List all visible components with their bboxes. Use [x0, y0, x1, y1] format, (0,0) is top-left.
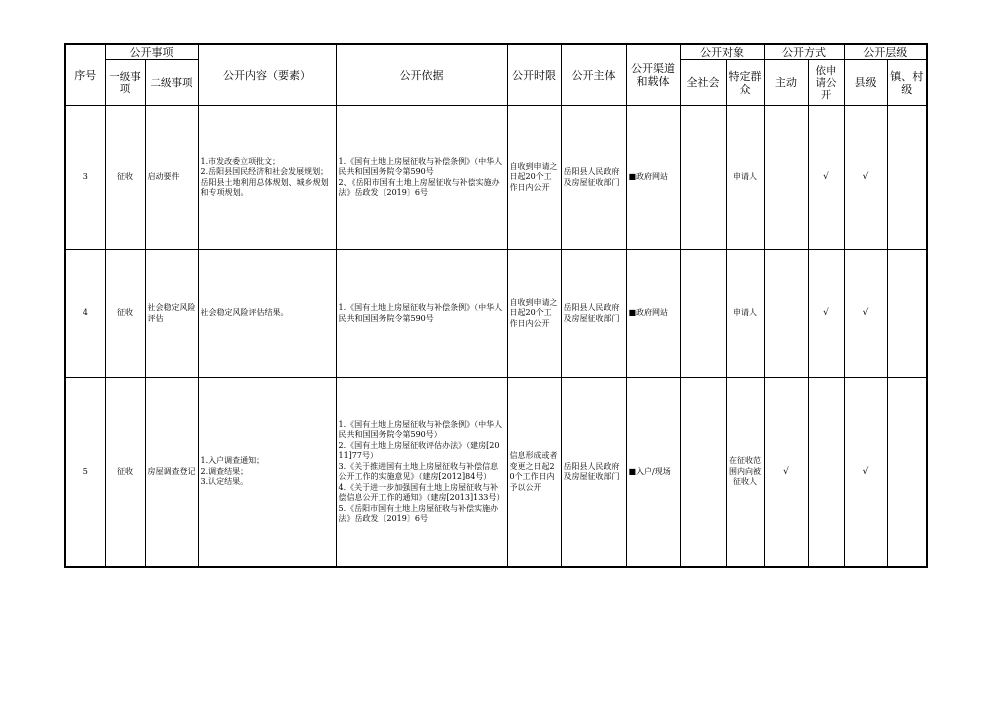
cell-county: √ — [844, 106, 887, 250]
header-active: 主动 — [764, 60, 808, 106]
basis-line: 2、《岳阳市国有土地上房屋征收与补偿实施办法》岳政发〔2019〕6号 — [338, 177, 500, 197]
basis-line: 4.《关于进一步加强国有土地上房屋征收与补偿信息公开工作的通知》（建房[2013]133号） — [338, 482, 505, 502]
cell-level1: 征收 — [105, 250, 145, 378]
cell-active — [764, 106, 808, 250]
content-line: 3.认定结果。 — [200, 477, 249, 487]
header-subject: 公开主体 — [561, 44, 626, 106]
table-row — [65, 250, 927, 378]
content-line: 1.市发改委立项批文； — [200, 156, 281, 166]
cell-town-village — [887, 250, 927, 378]
cell-on-request: √ — [808, 106, 844, 250]
basis-line: 2.《国有土地上房屋征收评估办法》（建房[2011]77号） — [338, 440, 500, 460]
cell-level1: 征收 — [105, 106, 145, 250]
content-line: 1.入户调查通知； — [200, 456, 265, 466]
cell-town-village — [887, 106, 927, 250]
cell-level2: 社会稳定风险评估 — [145, 250, 198, 378]
cell-channel: ■入户/现场 — [626, 378, 680, 568]
disclosure-table-sheet — [64, 43, 928, 568]
header-town-village: 镇、村级 — [887, 60, 927, 106]
cell-channel: ■政府网站 — [626, 106, 680, 250]
cell-subject: 岳阳县人民政府及房屋征收部门 — [561, 106, 626, 250]
cell-time-limit: 信息形成或者变更之日起20个工作日内予以公开 — [507, 378, 561, 568]
cell-town-village — [887, 378, 927, 568]
cell-county: √ — [844, 250, 887, 378]
header-specific-group: 特定群众 — [726, 60, 764, 106]
basis-line: 1.《国有土地上房屋征收与补偿条例》（中华人民共和国国务院令第590号 — [338, 303, 503, 323]
cell-time-limit: 自收到申请之日起20个工作日内公开 — [507, 250, 561, 378]
content-line: 2.调查结果； — [200, 466, 249, 476]
header-county: 县级 — [844, 60, 887, 106]
basis-line: 5.《岳阳市国有土地上房屋征收与补偿实施办法》岳政发〔2019〕6号 — [338, 503, 499, 523]
cell-content — [198, 378, 336, 568]
cell-on-request: √ — [808, 250, 844, 378]
header-basis: 公开依据 — [336, 44, 507, 106]
cell-county: √ — [844, 378, 887, 568]
cell-all-society — [680, 106, 726, 250]
cell-specific-group: 在征收范围内向被征收人 — [726, 378, 764, 568]
cell-level1: 征收 — [105, 378, 145, 568]
cell-level2: 房屋调查登记 — [145, 378, 198, 568]
cell-level2: 启动要件 — [145, 106, 198, 250]
header-channel: 公开渠道和载体 — [626, 44, 680, 106]
cell-seq: 4 — [65, 250, 105, 378]
header-time-limit: 公开时限 — [507, 44, 561, 106]
basis-line: 3.《关于推进国有土地上房屋征收与补偿信息公开工作的实施意见》（建房[2012]84号） — [338, 461, 499, 481]
cell-all-society — [680, 378, 726, 568]
cell-content — [198, 250, 336, 378]
cell-seq: 3 — [65, 106, 105, 250]
cell-specific-group: 申请人 — [726, 106, 764, 250]
header-all-society: 全社会 — [680, 60, 726, 106]
cell-subject: 岳阳县人民政府及房屋征收部门 — [561, 378, 626, 568]
cell-all-society — [680, 250, 726, 378]
cell-active: √ — [764, 378, 808, 568]
cell-basis — [336, 250, 507, 378]
header-group-objects: 公开对象 — [680, 44, 764, 60]
header-group-level: 公开层级 — [844, 44, 927, 60]
header-group-method: 公开方式 — [764, 44, 844, 60]
cell-seq: 5 — [65, 378, 105, 568]
cell-time-limit: 自收到申请之日起20个工作日内公开 — [507, 106, 561, 250]
table-row — [65, 106, 927, 250]
cell-content — [198, 106, 336, 250]
cell-basis — [336, 378, 507, 568]
header-level2: 二级事项 — [145, 60, 198, 106]
cell-active — [764, 250, 808, 378]
header-content: 公开内容（要素） — [198, 44, 336, 106]
basis-line: 1.《国有土地上房屋征收与补偿条例》（中华人民共和国国务院令第590号 — [338, 156, 503, 176]
basis-line: 1.《国有土地上房屋征收与补偿条例》（中华人民共和国国务院令第590号） — [338, 419, 503, 439]
header-seq: 序号 — [65, 44, 105, 106]
cell-specific-group: 申请人 — [726, 250, 764, 378]
content-line: 2.岳阳县国民经济和社会发展规划；岳阳县土地利用总体规划、城乡规划和专项规划。 — [200, 167, 329, 197]
cell-channel: ■政府网站 — [626, 250, 680, 378]
cell-basis — [336, 106, 507, 250]
disclosure-table — [64, 43, 928, 568]
header-on-request: 依申请公开 — [808, 60, 844, 106]
header-group-items: 公开事项 — [105, 44, 198, 60]
cell-subject: 岳阳县人民政府及房屋征收部门 — [561, 250, 626, 378]
header-level1: 一级事项 — [105, 60, 145, 106]
content-line: 社会稳定风险评估结果。 — [200, 308, 289, 318]
table-row — [65, 378, 927, 568]
cell-on-request — [808, 378, 844, 568]
